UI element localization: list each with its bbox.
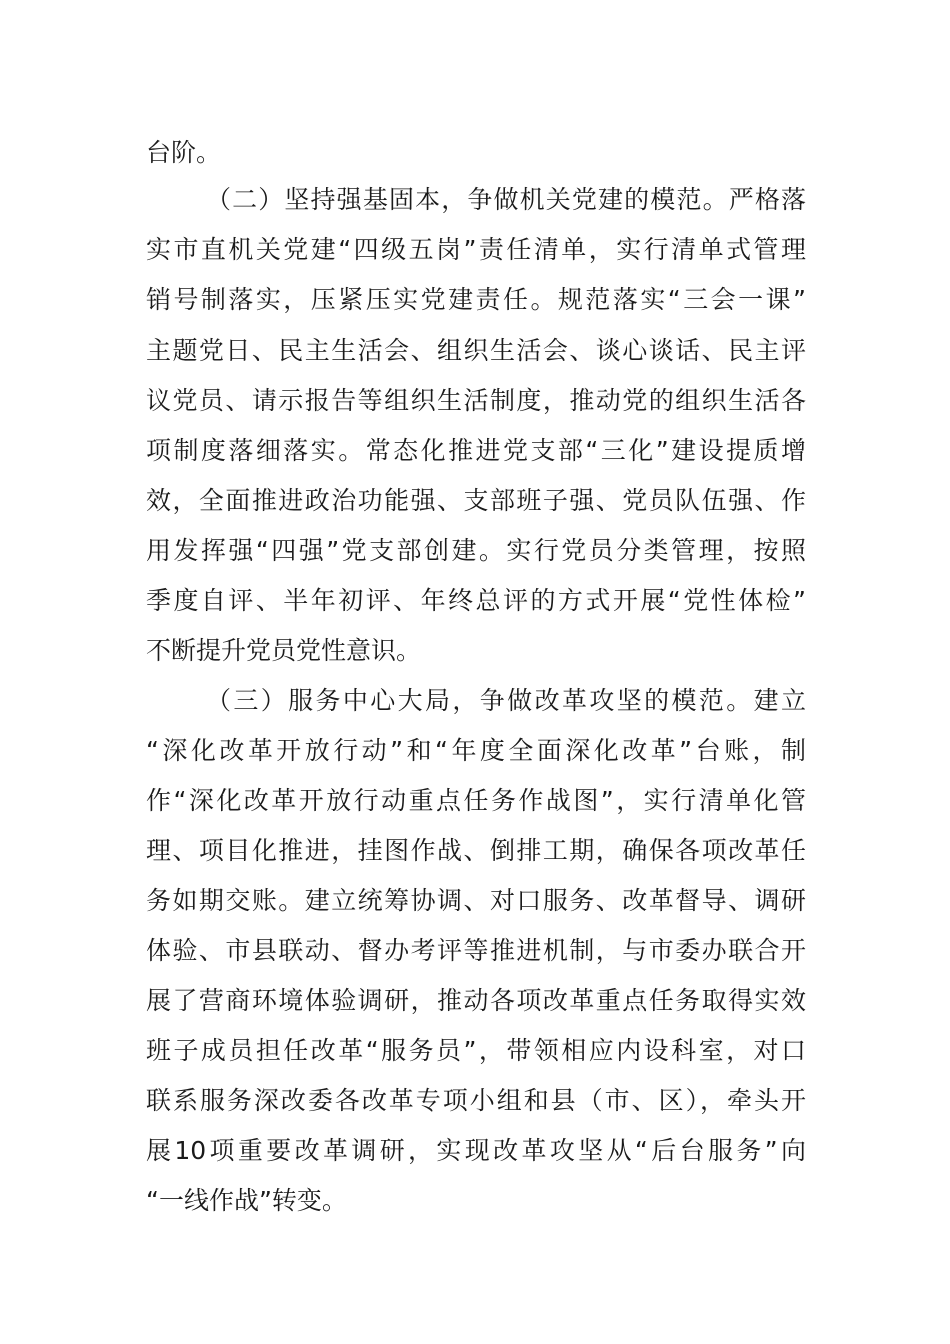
text-line: 季度自评、半年初评、年终总评的方式开展“党性体检” (146, 586, 806, 615)
text-line: 班子成员担任改革“服务员”，带领相应内设科室，对口 (146, 1036, 806, 1065)
text-line: 台阶。 (146, 138, 222, 167)
text-line: 用发挥强“四强”党支部创建。实行党员分类管理，按照 (146, 536, 806, 565)
text-line: 主题党日、民主生活会、组织生活会、谈心谈话、民主评 (146, 336, 806, 365)
text-line: 理、项目化推进，挂图作战、倒排工期，确保各项改革任 (146, 836, 806, 865)
text-line: 议党员、请示报告等组织生活制度，推动党的组织生活各 (146, 386, 806, 415)
text-line: 效，全面推进政治功能强、支部班子强、党员队伍强、作 (146, 486, 806, 515)
text-line: “一线作战”转变。 (146, 1186, 347, 1215)
text-line: 销号制落实，压紧压实党建责任。规范落实“三会一课” (146, 285, 806, 314)
text-line: 展了营商环境体验调研，推动各项改革重点任务取得实效 (146, 986, 806, 1015)
text-line: 务如期交账。建立统筹协调、对口服务、改革督导、调研 (146, 886, 806, 915)
text-line: 联系服务深改委各改革专项小组和县（市、区），牵头开 (146, 1086, 806, 1115)
text-line: 作“深化改革开放行动重点任务作战图”，实行清单化管 (146, 786, 806, 815)
text-line: “深化改革开放行动”和“年度全面深化改革”台账，制 (146, 736, 806, 765)
text-line: 展10项重要改革调研，实现改革攻坚从“后台服务”向 (146, 1136, 806, 1165)
text-line: 实市直机关党建“四级五岗”责任清单，实行清单式管理 (146, 235, 806, 264)
text-line: 体验、市县联动、督办考评等推进机制，与市委办联合开 (146, 936, 806, 965)
text-line: 不断提升党员党性意识。 (146, 636, 422, 665)
section-heading-line: （三）服务中心大局，争做改革攻坚的模范。建立 (206, 686, 806, 715)
text-line: 项制度落细落实。常态化推进党支部“三化”建设提质增 (146, 436, 806, 465)
section-heading-line: （二）坚持强基固本，争做机关党建的模范。严格落 (206, 185, 806, 214)
